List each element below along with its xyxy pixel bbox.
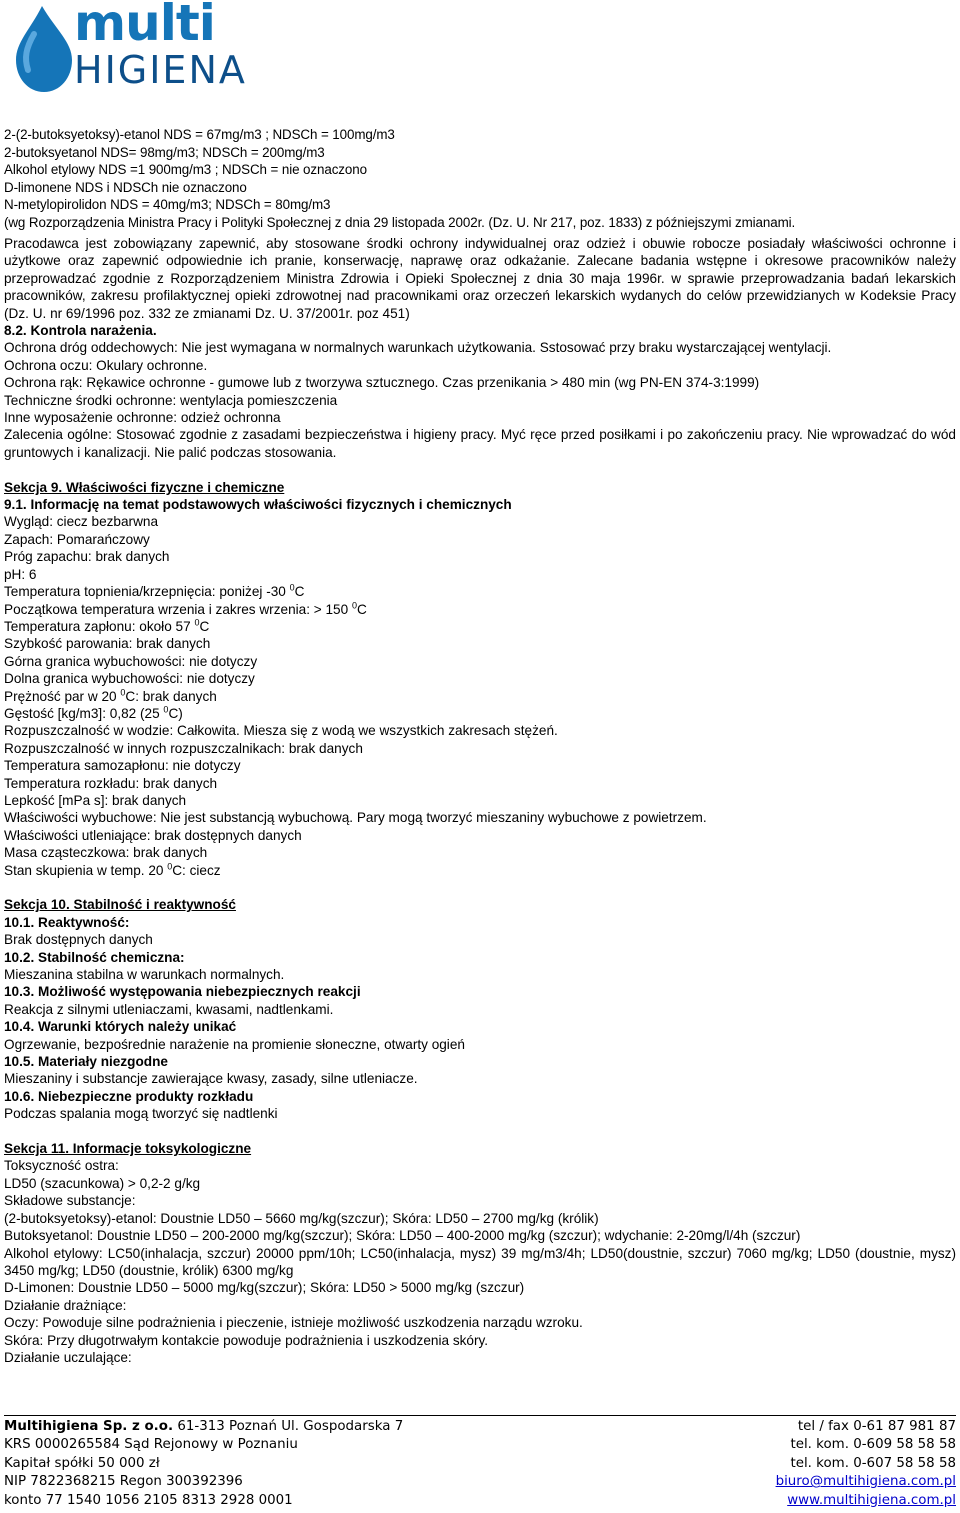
subsection-heading: 10.3. Możliwość występowania niebezpiecznych reakcji [4, 984, 361, 1000]
footer-company-line [4, 1418, 403, 1436]
property-flash-point: Temperatura zapłonu: około 57 $^0$C [4, 617, 210, 634]
property-line: Dolna granica wybuchowości: nie dotyczy [4, 671, 255, 687]
section-9-1-title: 9.1. Informację na temat podstawowych właściwości fizycznych i chemicznych [4, 497, 512, 513]
property-line: Rozpuszczalność w innych rozpuszczalnikach: brak danych [4, 740, 363, 756]
footer-phone: tel / fax 0-61 87 981 87 [797, 1419, 956, 1434]
subsection-text: Reakcja z silnymi utleniaczami, kwasami, nadtlenkami. [4, 1001, 334, 1017]
tox-line: D-Limonen: Doustnie LD50 – 5000 mg/kg(szczur); Skóra: LD50 > 5000 mg/kg (szczur) [4, 1280, 525, 1296]
heading-8-2: 8.2. Kontrola narażenia. [4, 323, 157, 339]
general-recommendations: Zalecenia ogólne: Stosować zgodnie z zasadami bezpieczeństwa i higieny pracy. Myć ręce przed posiłkami i po zakończeniu pracy. Nie wprowadzać do wód gruntowych i kanalizacji. Nie palić podczas stosowania. [4, 427, 956, 460]
exposure-line: Ochrona oczu: Okulary ochronne. [4, 357, 208, 373]
exposure-line: Ochrona rąk: Rękawice ochronne - gumowe lub z tworzywa sztucznego. Czas przenikania > 480 min (wg PN-EN 374-3:1999) [4, 375, 760, 391]
property-line: Próg zapachu: brak danych [4, 549, 170, 565]
property-vapour-pressure: Prężność par w 20 $^0$C: brak danych [4, 687, 217, 704]
subsection-text: Mieszanina stabilna w warunkach normalnych. [4, 967, 285, 983]
tox-line: Skóra: Przy długotrwałym kontakcie powoduje podrażnienia i uszkodzenia skóry. [4, 1332, 489, 1348]
tox-line: Alkohol etylowy: LC50(inhalacja, szczur) 20000 ppm/10h; LC50(inhalacja, mysz) 39 mg/m3/4h; LD50(doustnie, szczur) 7060 mg/kg; LD50 (doustnie, mysz) 3450 mg/kg; LD50 (doustnie, królik) 6300 mg/kg [4, 1245, 956, 1278]
employer-duty-paragraph: Pracodawca jest zobowiązany zapewnić, aby stosowane środki ochrony indywidualnej oraz odzież i obuwie robocze posiadały właściwości ochronne i użytkowe oraz zapewnić odpowiednie ich pranie, konserwację, naprawę oraz odkażanie. Zalecane badania wstępne i okresowe pracowników należy przeprowadzać zgodnie z Rozporządzeniem Ministra Zdrowia i Opieki Społecznej z dnia 30 maja 1996r. w sprawie przeprowadzania badań lekarskich pracowników, zakresu profilaktycznej opieki zdrowotnej nad pracownikami oraz orzeczeń lekarskich wydanych do celów przewidzianych w Kodeksie Pracy (Dz. U. nr 69/1996 poz. 332 ze zmianami Dz. U. 37/2001r. poz 451) [4, 236, 956, 321]
tox-line: LD50 (szacunkowa) > 0,2-2 g/kg [4, 1175, 201, 1191]
footer-capital: Kapitał spółki 50 000 zł [4, 1455, 160, 1471]
regulation-note: (wg Rozporządzenia Ministra Pracy i Polityki Społecznej z dnia 29 listopada 2002r. (Dz. U. Nr 217, poz. 1833) z późniejszymi zmianami. [4, 214, 796, 230]
footer-mobile-2: tel. kom. 0-607 58 58 58 [790, 1455, 956, 1471]
property-line: Temperatura rozkładu: brak danych [4, 775, 218, 791]
logo-text-bottom: HIGIENA [74, 48, 247, 92]
section-11-title: Sekcja 11. Informacje toksykologiczne [4, 1141, 252, 1157]
subsection-heading: 10.2. Stabilność chemiczna: [4, 949, 185, 965]
company-name: Multihigiena Sp. z o.o. [4, 1419, 174, 1434]
exposure-line: Ochrona dróg oddechowych: Nie jest wymagana w normalnych warunkach użytkowania. Sstosować przy braku wystarczającej wentylacji. [4, 340, 832, 356]
exposure-line: Inne wyposażenie ochronne: odzież ochronna [4, 410, 281, 426]
property-line: Wygląd: ciecz bezbarwna [4, 514, 159, 530]
footer-account: konto 77 1540 1056 2105 8313 2928 0001 [4, 1492, 293, 1508]
section-9-title: Sekcja 9. Właściwości fizyczne i chemiczne [4, 479, 285, 495]
subsection-text: Brak dostępnych danych [4, 932, 153, 948]
property-boiling: Początkowa temperatura wrzenia i zakres wrzenia: > 150 $^0$C [4, 599, 367, 617]
footer [4, 1415, 956, 1510]
subsection-heading: 10.4. Warunki których należy unikać [4, 1019, 237, 1035]
tox-line: Toksyczność ostra: [4, 1158, 119, 1174]
exposure-limits [4, 126, 956, 232]
subsection-text: Ogrzewanie, bezpośrednie narażenie na promienie słoneczne, otwarty ogień [4, 1036, 465, 1052]
limit-line: Alkohol etylowy NDS =1 900mg/m3 ; NDSCh = nie oznaczono [4, 162, 367, 178]
footer-mobile-1: tel. kom. 0-609 58 58 58 [790, 1437, 956, 1453]
limit-line: D-limonene NDS i NDSCh nie oznaczono [4, 179, 247, 195]
property-line: Szybkość parowania: brak danych [4, 636, 211, 652]
property-state: Stan skupienia w temp. 20 $^0$C: ciecz [4, 861, 221, 878]
tox-line: Działanie drażniące: [4, 1297, 127, 1313]
property-line: Masa cząsteczkowa: brak danych [4, 845, 208, 861]
property-line: Zapach: Pomarańczowy [4, 531, 150, 547]
subsection-text: Mieszaniny i substancje zawierające kwasy, zasady, silne utleniacze. [4, 1071, 418, 1087]
section-10-title: Sekcja 10. Stabilność i reaktywność [4, 897, 236, 913]
footer-krs: KRS 0000265584 Sąd Rejonowy w Poznaniu [4, 1437, 298, 1453]
company-logo [4, 0, 284, 100]
subsection-heading: 10.1. Reaktywność: [4, 914, 130, 930]
limit-line: N-metylopirolidon NDS = 40mg/m3; NDSCh = 80mg/m3 [4, 197, 331, 213]
tox-line: Oczy: Powoduje silne podrażnienia i pieczenie, istnieje możliwość uszkodzenia narządu wzroku. [4, 1315, 583, 1331]
tox-line: Działanie uczulające: [4, 1349, 132, 1365]
property-line: Rozpuszczalność w wodzie: Całkowita. Miesza się z wodą we wszystkich zakresach stężeń. [4, 723, 558, 739]
logo-text-top: multi [74, 0, 215, 52]
tox-line: (2-butoksyetoksy)-etanol: Doustnie LD50 – 5660 mg/kg(szczur); Skóra: LD50 – 2700 mg/kg (królik) [4, 1210, 599, 1226]
property-line: Temperatura samozapłonu: nie dotyczy [4, 758, 241, 774]
company-address: 61-313 Poznań Ul. Gospodarska 7 [173, 1419, 404, 1434]
footer-nip: NIP 7822368215 Regon 300392396 [4, 1474, 243, 1490]
property-line: Górna granica wybuchowości: nie dotyczy [4, 653, 258, 669]
limit-line: 2-(2-butoksyetoksy)-etanol NDS = 67mg/m3 ; NDSCh = 100mg/m3 [4, 127, 395, 142]
exposure-line: Techniczne środki ochronne: wentylacja pomieszczenia [4, 392, 338, 408]
subsection-heading: 10.6. Niebezpieczne produkty rozkładu [4, 1088, 254, 1104]
subsection-heading: 10.5. Materiały niezgodne [4, 1054, 168, 1070]
property-density: Gęstość [kg/m3]: 0,82 (25 $^0$C) [4, 704, 183, 721]
footer-email-link[interactable]: biuro@multihigiena.com.pl [775, 1474, 956, 1490]
footer-website-link[interactable]: www.multihigiena.com.pl [787, 1492, 956, 1508]
property-melting: Temperatura topnienia/krzepnięcia: poniżej -30 $^0$C [4, 582, 305, 600]
subsection-text: Podczas spalania mogą tworzyć się nadtlenki [4, 1106, 278, 1122]
tox-line: Składowe substancje: [4, 1193, 136, 1209]
document-body [4, 235, 956, 1366]
property-line: Właściwości wybuchowe: Nie jest substancją wybuchową. Pary mogą tworzyć mieszaniny wybuchowe z powietrzem. [4, 810, 707, 826]
property-line: Właściwości utleniające: brak dostępnych danych [4, 827, 302, 843]
property-line: pH: 6 [4, 566, 37, 582]
property-line: Lepkość [mPa s]: brak danych [4, 792, 187, 808]
tox-line: Butoksyetanol: Doustnie LD50 – 200-2000 mg/kg(szczur); Skóra: LD50 – 400-2000 mg/kg (szczur); wdychanie: 2-20mg/l/4h (szczur) [4, 1228, 801, 1244]
limit-line: 2-butoksyetanol NDS= 98mg/m3; NDSCh = 200mg/m3 [4, 144, 325, 160]
